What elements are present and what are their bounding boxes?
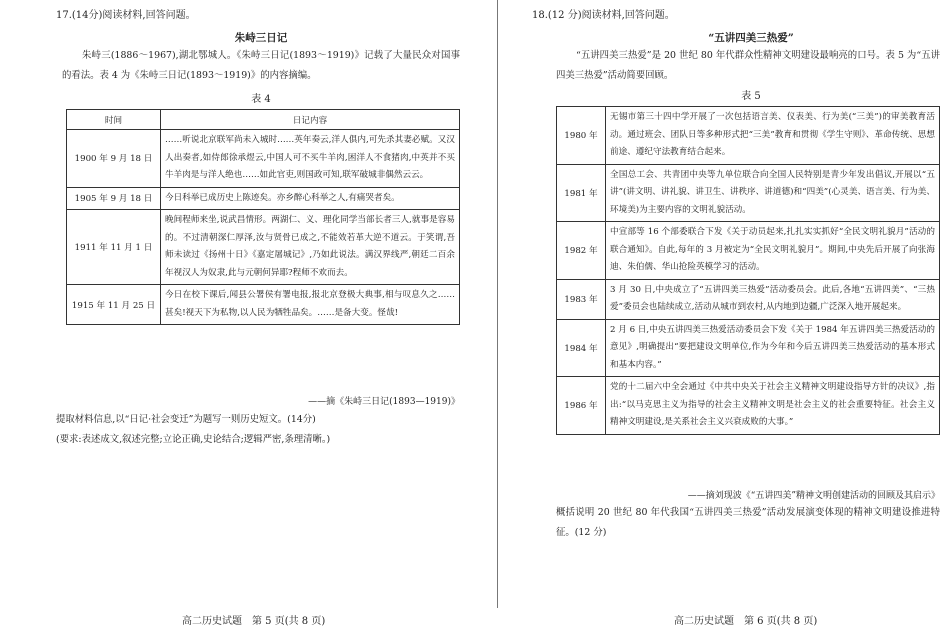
row-content: 党的十二届六中全会通过《中共中央关于社会主义精神文明建设指导方针的决议》,指出:“以马克思主义为指导的社会主义精神文明是社会主义的社会重要特征。社会主义精神文明建设,是关系社会主义兴衰成败的大事。”	[606, 377, 940, 435]
page-footer-right: 高二历史试题 第 6 页(共 8 页)	[674, 616, 818, 627]
row-content: 今日科举已成历史上陈迹矣。亦乡醉心科举之人,有痛哭者矣。	[161, 187, 460, 210]
row-year: 1981 年	[557, 164, 606, 222]
table-row	[67, 130, 460, 188]
table-row	[557, 319, 940, 377]
row-date: 1915 年 11 月 25 日	[67, 285, 161, 325]
row-content: ……听说北京联军尚未入城时……英年奏云,洋人俱内,可先杀其妻必赋。又汉人出奏者,如侍郎徐承煜云,中国人可不买牛羊肉,困洋人不食猪肉,中英并不买牛羊肉是与洋人绝也……如此官吏,则国政可知,联军破城非偶然云云。	[161, 130, 460, 188]
question-18-intro: “五讲四美三热爱”是 20 世纪 80 年代群众性精神文明建设最响亮的口号。表 5 为“五讲四美三热爱”活动简要回顾。	[556, 50, 940, 81]
row-content: 3 月 30 日,中央成立了“五讲四美三热爱”活动委员会。此后,各地“五讲四美”、“三热爱”委员会也陆续成立,活动从城市到农村,从内地到边疆,广泛深入地开展起来。	[606, 279, 940, 319]
row-content: 今日在校下课后,闻县公署侯有署电报,报北京登极大典事,相与叹息久之……甚矣!视天下为私物,以人民为牺牲品矣。……是备大变。怪哉!	[161, 285, 460, 325]
table-row	[557, 107, 940, 165]
activity-table	[556, 106, 940, 435]
row-content: 晚间程师来坐,说武昌情形。两湖仁、义、理化同学当部长者三人,就事是容易的。不过清朝深仁厚泽,汝与贤骨已成之,不能效若革大逆不道云。于笑谓,吾师未读过《扬州十日》《嘉定屠城记》,乃如此说法。满汉界线严,朝廷二百余年视汉人为奴隶,此与元朝何异耶?程师不欢而去。	[161, 210, 460, 285]
row-content: 全国总工会、共青团中央等九单位联合向全国人民特别是青少年发出倡议,开展以“五讲”(讲文明、讲礼貌、讲卫生、讲秩序、讲道德)和“四美”(心灵美、语言美、行为美、环境美)为主要内容的文明礼貌活动。	[606, 164, 940, 222]
table-4-source: ——摘《朱峙三日记(1893—1919)》	[308, 397, 460, 407]
question-17-requirements: (要求:表述成文,叙述完整;立论正确,史论结合;逻辑严密,条理清晰。)	[56, 434, 331, 445]
table-5-caption: 表 5	[741, 91, 761, 102]
row-content: 无锡市第三十四中学开展了一次包括语言美、仪表美、行为美(“三美”)的审美教育活动。通过班会、团队日等多种形式把“三美”教育和贯彻《学生守则》、革命传统、思想前途、遵纪守法教育结合起来。	[606, 107, 940, 165]
row-year: 1980 年	[557, 107, 606, 165]
question-17-header: 17.(14分)阅读材料,回答问题。	[56, 10, 196, 21]
question-18-task: 概括说明 20 世纪 80 年代我国“五讲四美三热爱”活动发展演变体现的精神文明建设推进特征。(12 分)	[556, 507, 940, 538]
table-row	[557, 279, 940, 319]
row-year: 1984 年	[557, 319, 606, 377]
diary-table	[66, 109, 460, 325]
table-5-source: ——摘刘现波《“五讲四美”精神文明创建活动的回顾及其启示》	[687, 491, 940, 501]
table-row	[67, 285, 460, 325]
table-4-caption: 表 4	[251, 94, 271, 105]
row-content: 中宣部等 16 个部委联合下发《关于动员起来,扎扎实实抓好“全民文明礼貌月”活动的联合通知》。自此,每年的 3 月被定为“全民文明礼貌月”。期间,中央先后开展了向张海迪、朱伯儒、华山抢险英模学习的活动。	[606, 222, 940, 280]
table-row	[67, 210, 460, 285]
page-footer-left: 高二历史试题 第 5 页(共 8 页)	[182, 616, 326, 627]
question-17-title: 朱峙三日记	[234, 32, 288, 44]
row-date: 1911 年 11 月 1 日	[67, 210, 161, 285]
question-17-task: 提取材料信息,以“日记·社会变迁”为题写一则历史短文。(14分)	[56, 414, 316, 425]
table-header-row	[67, 110, 460, 130]
table-row	[67, 187, 460, 210]
page-divider	[497, 0, 498, 608]
row-date: 1900 年 9 月 18 日	[67, 130, 161, 188]
row-date: 1905 年 9 月 18 日	[67, 187, 161, 210]
row-year: 1982 年	[557, 222, 606, 280]
question-17-intro: 朱峙三(1886～1967),湖北鄂城人。《朱峙三日记(1893～1919)》记载了大量民众对国事的看法。表 4 为《朱峙三日记(1893～1919)》的内容摘编。	[62, 50, 460, 81]
header-content: 日记内容	[161, 110, 460, 130]
header-time: 时间	[67, 110, 161, 130]
question-18-title: “五讲四美三热爱”	[708, 32, 794, 44]
table-row	[557, 222, 940, 280]
table-row	[557, 377, 940, 435]
row-year: 1983 年	[557, 279, 606, 319]
question-18-header: 18.(12 分)阅读材料,回答问题。	[532, 10, 675, 21]
table-row	[557, 164, 940, 222]
row-year: 1986 年	[557, 377, 606, 435]
row-content: 2 月 6 日,中央五讲四美三热爱活动委员会下发《关于 1984 年五讲四美三热爱活动的意见》,明确提出“要把建设文明单位,作为今年和今后五讲四美三热爱活动的基本形式和基本内容。”	[606, 319, 940, 377]
